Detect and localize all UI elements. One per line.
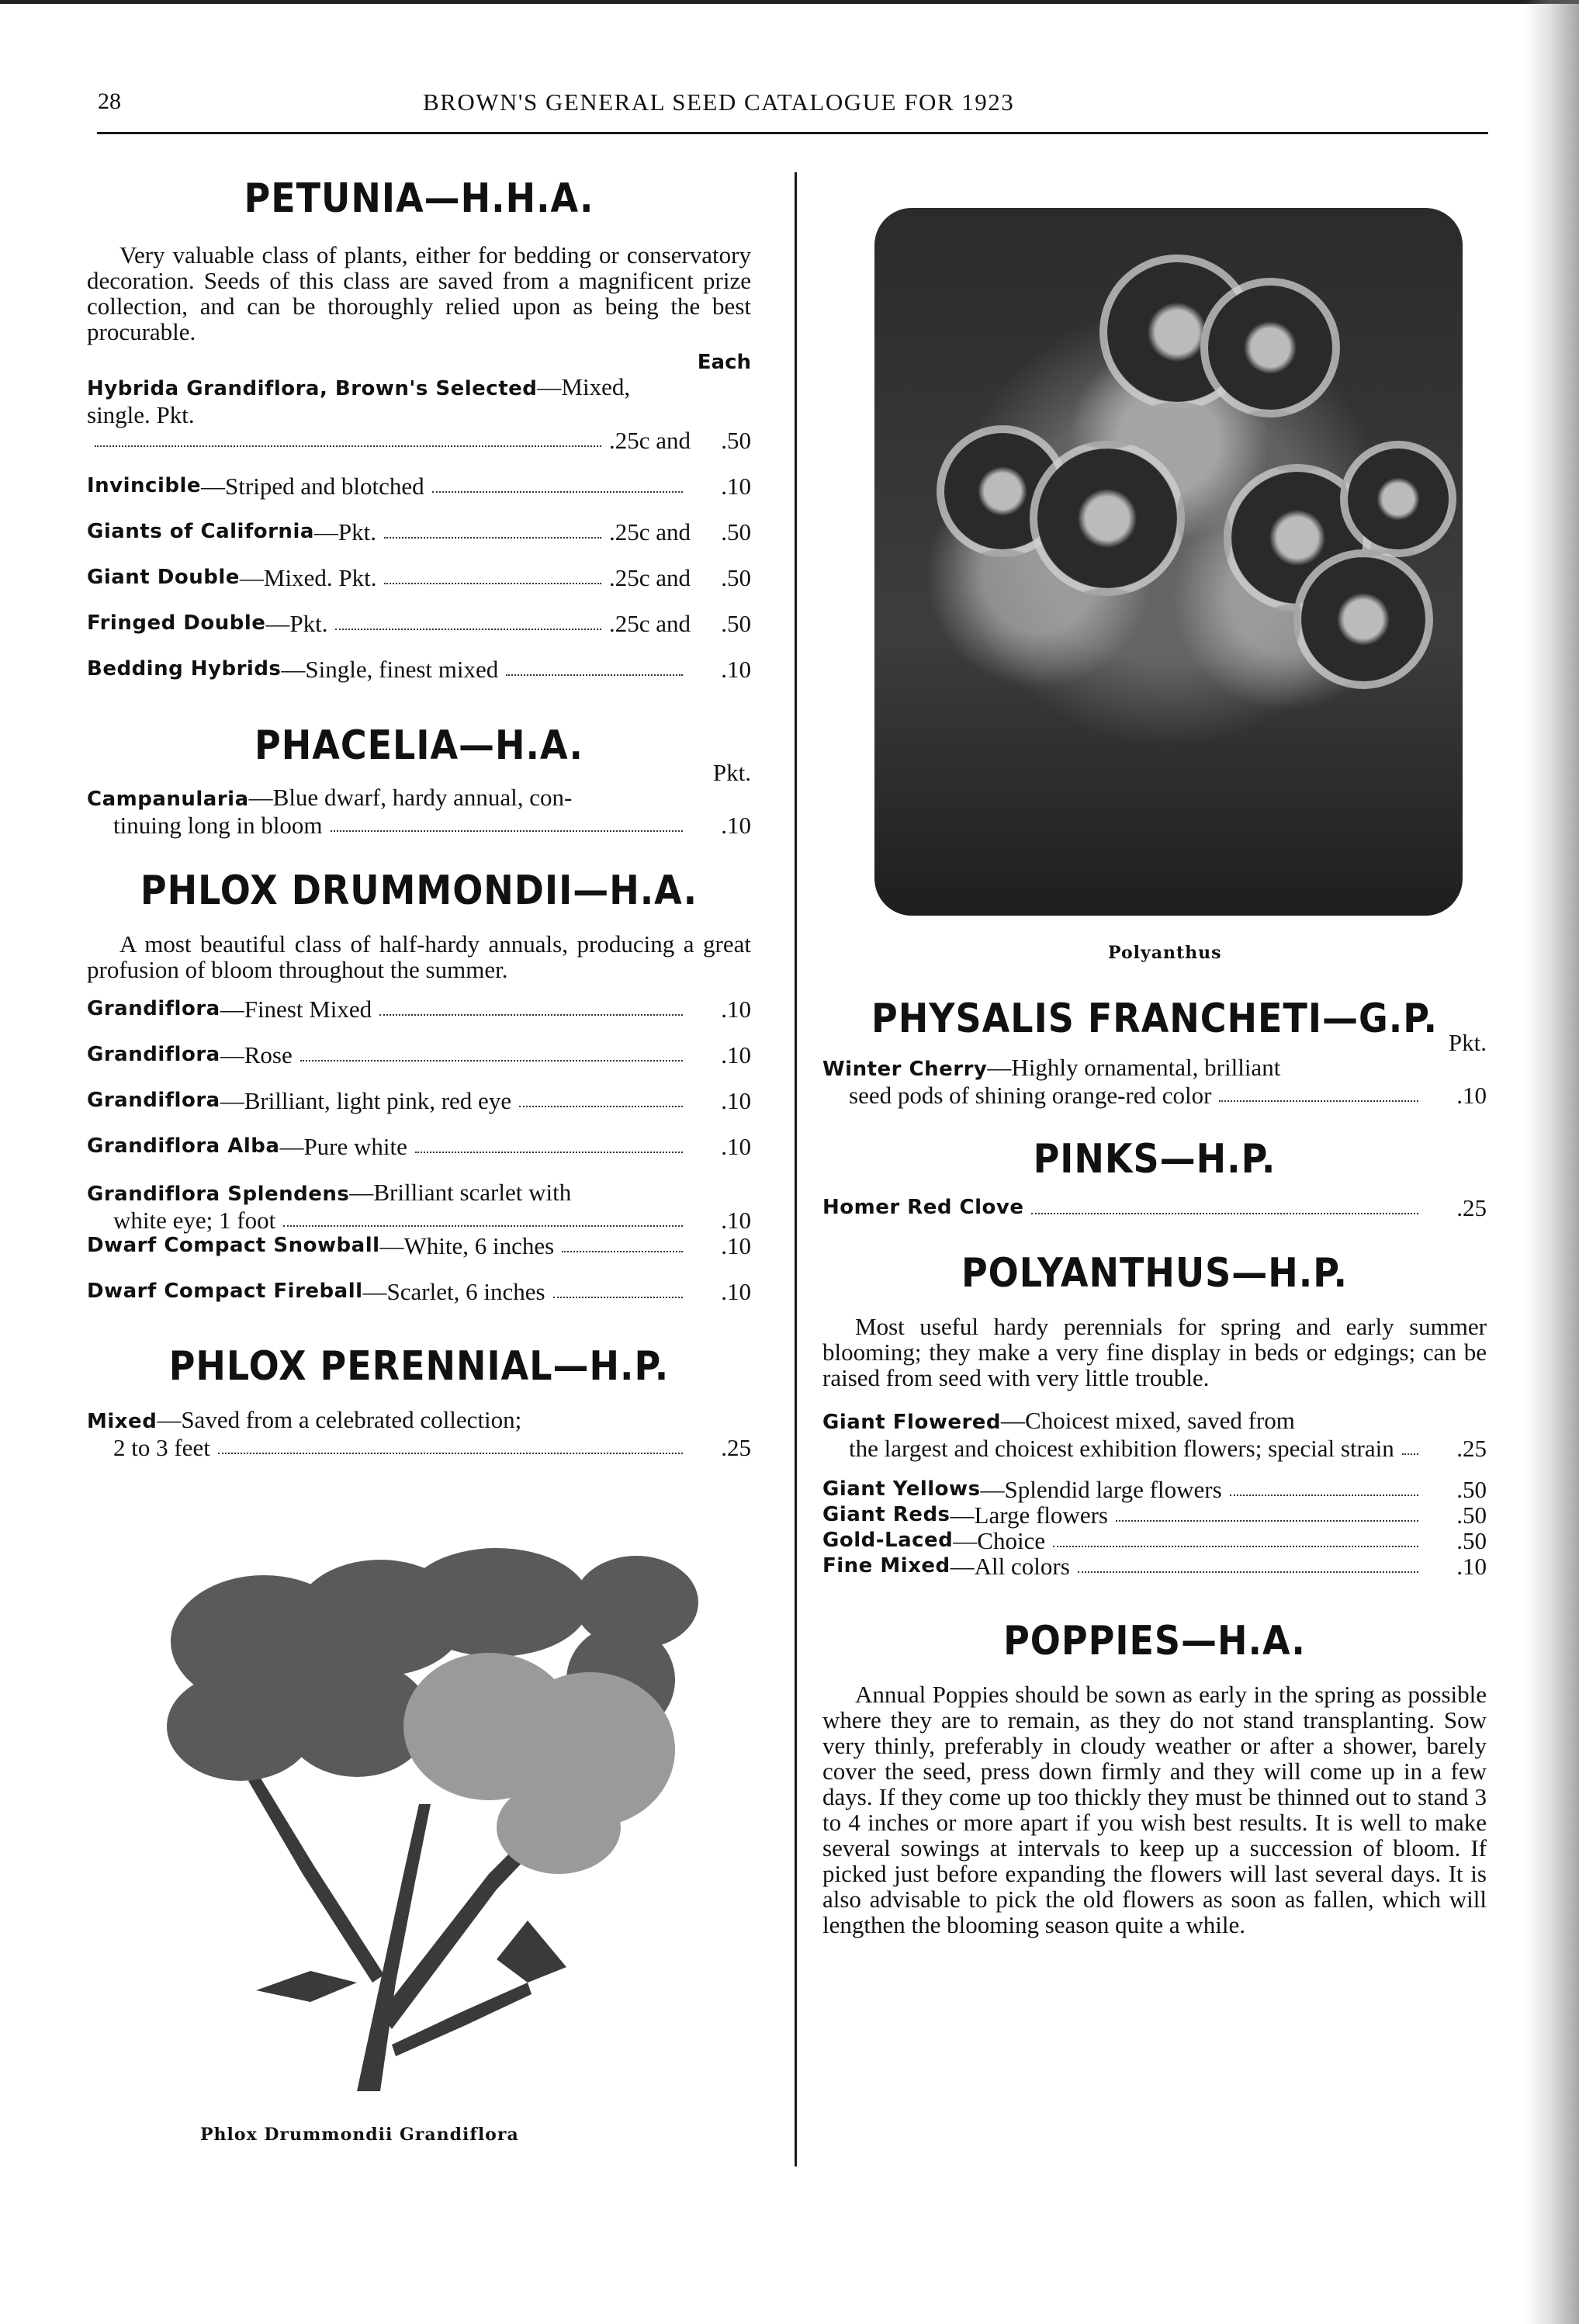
item-description: —Splendid large flowers [980,1476,1222,1503]
item-name: Winter Cherry [822,1058,988,1081]
section-title: PHYSALIS FRANCHETI—G.P. [871,994,1438,1042]
figure-caption-polyanthus: Polyanthus [1108,943,1222,963]
flower-bloom [1030,441,1185,596]
price-list-item [87,611,751,636]
price-list-item [87,784,751,838]
price-list-item [822,1195,1487,1221]
section-title: PHLOX DRUMMONDII—H.A. [140,866,698,914]
flower-bloom [1293,549,1433,689]
section-description: A most beautiful class of half-hardy annuals, producing a great profusion of bloom throughout the summer. [87,930,751,983]
item-name: Invincible [87,474,202,497]
item-name: Fine Mixed [822,1554,951,1578]
item-price: .50 [721,518,751,545]
item-price: .10 [721,473,751,500]
price-list-item [87,1279,751,1304]
item-price: .50 [721,610,751,637]
book-binding-shadow [1525,0,1579,2324]
price-list-item [822,1055,1487,1108]
item-price: .50 [1456,1501,1487,1529]
header-rule [97,132,1488,134]
item-description: —All colors [950,1553,1070,1580]
item-price: .25 [1456,1435,1487,1462]
item-name: Homer Red Clove [822,1196,1024,1219]
leader-dots [384,537,601,539]
flower-bloom [1340,441,1456,557]
price-column-header: Each [697,351,751,374]
item-price: .10 [721,1278,751,1305]
leader-dots [1031,1213,1418,1214]
section-pinks [822,1134,1487,1221]
item-description-cont: the largest and choicest exhibition flowers; special strain [849,1435,1394,1462]
item-name: Grandiflora [87,1089,220,1112]
leader-dots [384,583,601,584]
item-name: Grandiflora [87,1043,220,1066]
price-list-item [87,519,751,545]
leader-dots [432,491,683,493]
section-title: POPPIES—H.A. [1003,1616,1306,1664]
item-description: —Highly ornamental, brilliant [987,1054,1281,1081]
item-description: —Choice [953,1527,1046,1554]
price-column-header: Pkt. [712,759,751,786]
leader-dots [283,1225,683,1227]
leader-dots [95,445,601,447]
section-phlox-drummondii [87,866,751,1305]
leader-dots [415,1152,683,1153]
leader-dots [1053,1546,1418,1547]
section-phlox-perennial [87,1342,751,1461]
leader-dots [1219,1100,1418,1102]
price-list-item [822,1502,1487,1528]
item-price: .10 [1456,1082,1487,1109]
polyanthus-photo [874,208,1463,916]
item-price: .50 [1456,1476,1487,1503]
item-description: —Saved from a celebrated collection; [157,1406,522,1433]
section-physalis [822,994,1487,1109]
page-number: 28 [98,88,121,114]
item-packet-price: .25c and [608,564,691,591]
section-polyanthus [822,1249,1487,1580]
price-list-item [822,1477,1487,1502]
figure-caption-phlox: Phlox Drummondii Grandiflora [200,2125,519,2145]
item-description: —Single, finest mixed [281,656,499,683]
leader-dots [335,629,601,630]
item-description: —Finest Mixed [220,996,372,1023]
price-list-item [822,1528,1487,1553]
item-name: Bedding Hybrids [87,657,282,681]
item-price: .10 [721,1232,751,1259]
item-description: —Mixed. Pkt. [239,564,377,591]
section-title: PHLOX PERENNIAL—H.P. [168,1342,670,1390]
item-price: .50 [721,427,751,454]
leader-dots [1230,1494,1418,1496]
item-name: Grandiflora Splendens [87,1183,350,1206]
leader-dots [519,1106,683,1107]
item-description: —Pkt. [265,610,328,637]
item-name: Hybrida Grandiflora, Brown's Selected [87,377,538,400]
price-list-item [87,1233,751,1259]
item-description: —Choicest mixed, saved from [1001,1407,1295,1434]
price-list-item [87,1134,751,1159]
section-phacelia [87,721,751,839]
item-name: Dwarf Compact Snowball [87,1234,380,1257]
item-packet-price: .25c and [608,518,691,545]
item-price: .10 [721,1133,751,1160]
scan-top-edge [0,0,1579,4]
item-price: .10 [721,996,751,1023]
item-name: Giants of California [87,520,314,543]
item-name: Giant Reds [822,1503,951,1526]
item-description: —Brilliant scarlet with [349,1179,572,1206]
item-price: .50 [1456,1527,1487,1554]
flower-bloom [1200,278,1340,417]
price-list-item [87,656,751,682]
leader-dots [562,1251,683,1252]
item-description: —Pure white [279,1133,407,1160]
price-list-item [87,1042,751,1068]
price-list-item [87,1179,751,1233]
leader-dots [1402,1453,1418,1455]
item-name: Gold-Laced [822,1529,954,1552]
item-description: —Scarlet, 6 inches [362,1278,545,1305]
section-description: Very valuable class of plants, either for bedding or conservatory decoration. Seeds of this class are saved from a magnificent prize collection, and can be thoroughly relied upon as being the best procurable. [87,241,751,345]
price-list-item [87,1088,751,1114]
section-poppies [822,1616,1487,1938]
section-title: POLYANTHUS—H.P. [961,1249,1349,1297]
leader-dots [218,1453,683,1454]
item-description-cont: 2 to 3 feet [113,1434,210,1461]
item-name: Fringed Double [87,611,266,635]
item-name: Grandiflora [87,997,220,1020]
item-price: .10 [721,1207,751,1234]
price-list-item [87,374,751,453]
right-column [822,994,1487,1938]
item-price: .10 [721,656,751,683]
leader-dots [1116,1520,1418,1522]
item-description-cont: white eye; 1 foot [113,1207,276,1234]
item-packet-price: .25c and [608,610,691,637]
item-price: .25 [1456,1194,1487,1221]
leader-dots [506,674,683,676]
item-name: Giant Yellows [822,1477,981,1501]
price-list-item [87,473,751,499]
item-price: .10 [721,1041,751,1068]
item-description: —Rose [220,1041,293,1068]
item-description: —Blue dwarf, hardy annual, con- [248,784,573,811]
item-price: .10 [1456,1553,1487,1580]
section-description: Most useful hardy perennials for spring and early summer blooming; they make a very fine display in beds or edgings; can be raised from seed with very little trouble. [822,1313,1487,1391]
leader-dots [553,1297,683,1298]
section-description: Annual Poppies should be sown as early in the spring as possible where they are to remain, as they do not stand transplanting. Sow very thinly, preferably in cloudy weather or after a shower, barely cover the seed, press down firmly and they will come up in a few days. If they come up too thickly they must be thinned out to stand 3 to 4 inches or more apart if you wish best results. It is well to make several sowings at intervals to keep up a succession of bloom. If picked just before expanding the flowers will last several days. It is also advisable to pick the old flowers as soon as fallen, which will lengthen the blooming season quite a while. [822,1681,1487,1938]
item-description: —Pkt. [313,518,377,545]
item-name: Dwarf Compact Fireball [87,1280,363,1303]
item-price: .50 [721,564,751,591]
section-petunia [87,174,751,683]
left-column [87,171,751,1460]
price-list-item [87,1407,751,1460]
item-name: Giant Double [87,566,240,589]
item-description-cont: seed pods of shining orange-red color [849,1082,1212,1109]
section-title: PHACELIA—H.A. [255,721,583,769]
section-title: PETUNIA—H.H.A. [244,174,594,222]
price-list-item [822,1408,1487,1461]
item-description: —Striped and blotched [201,473,424,500]
leader-dots [300,1060,683,1062]
item-description: —White, 6 inches [379,1232,555,1259]
item-description: —Brilliant, light pink, red eye [220,1087,512,1114]
running-title: BROWN'S GENERAL SEED CATALOGUE FOR 1923 [423,88,1015,116]
price-list-item [822,1553,1487,1579]
item-packet-price: .25c and [608,427,691,454]
item-name: Giant Flowered [822,1411,1002,1434]
price-column-header: Pkt. [1448,1029,1487,1056]
item-description: —Large flowers [950,1501,1108,1529]
price-list-item [87,565,751,591]
item-price: .10 [721,812,751,839]
price-list-item [87,996,751,1022]
section-title: PINKS—H.P. [1033,1134,1276,1183]
item-price: .10 [721,1087,751,1114]
item-description: —Mixed, single. Pkt. [87,373,631,428]
item-name: Mixed [87,1410,158,1433]
column-divider [795,172,797,2166]
leader-dots [331,830,683,832]
item-description-cont: tinuing long in bloom [113,812,323,839]
phlox-drummondii-illustration [124,1548,714,2114]
item-name: Grandiflora Alba [87,1134,280,1158]
leader-dots [379,1014,683,1016]
item-price: .25 [721,1434,751,1461]
item-name: Campanularia [87,788,249,811]
leader-dots [1078,1571,1418,1573]
